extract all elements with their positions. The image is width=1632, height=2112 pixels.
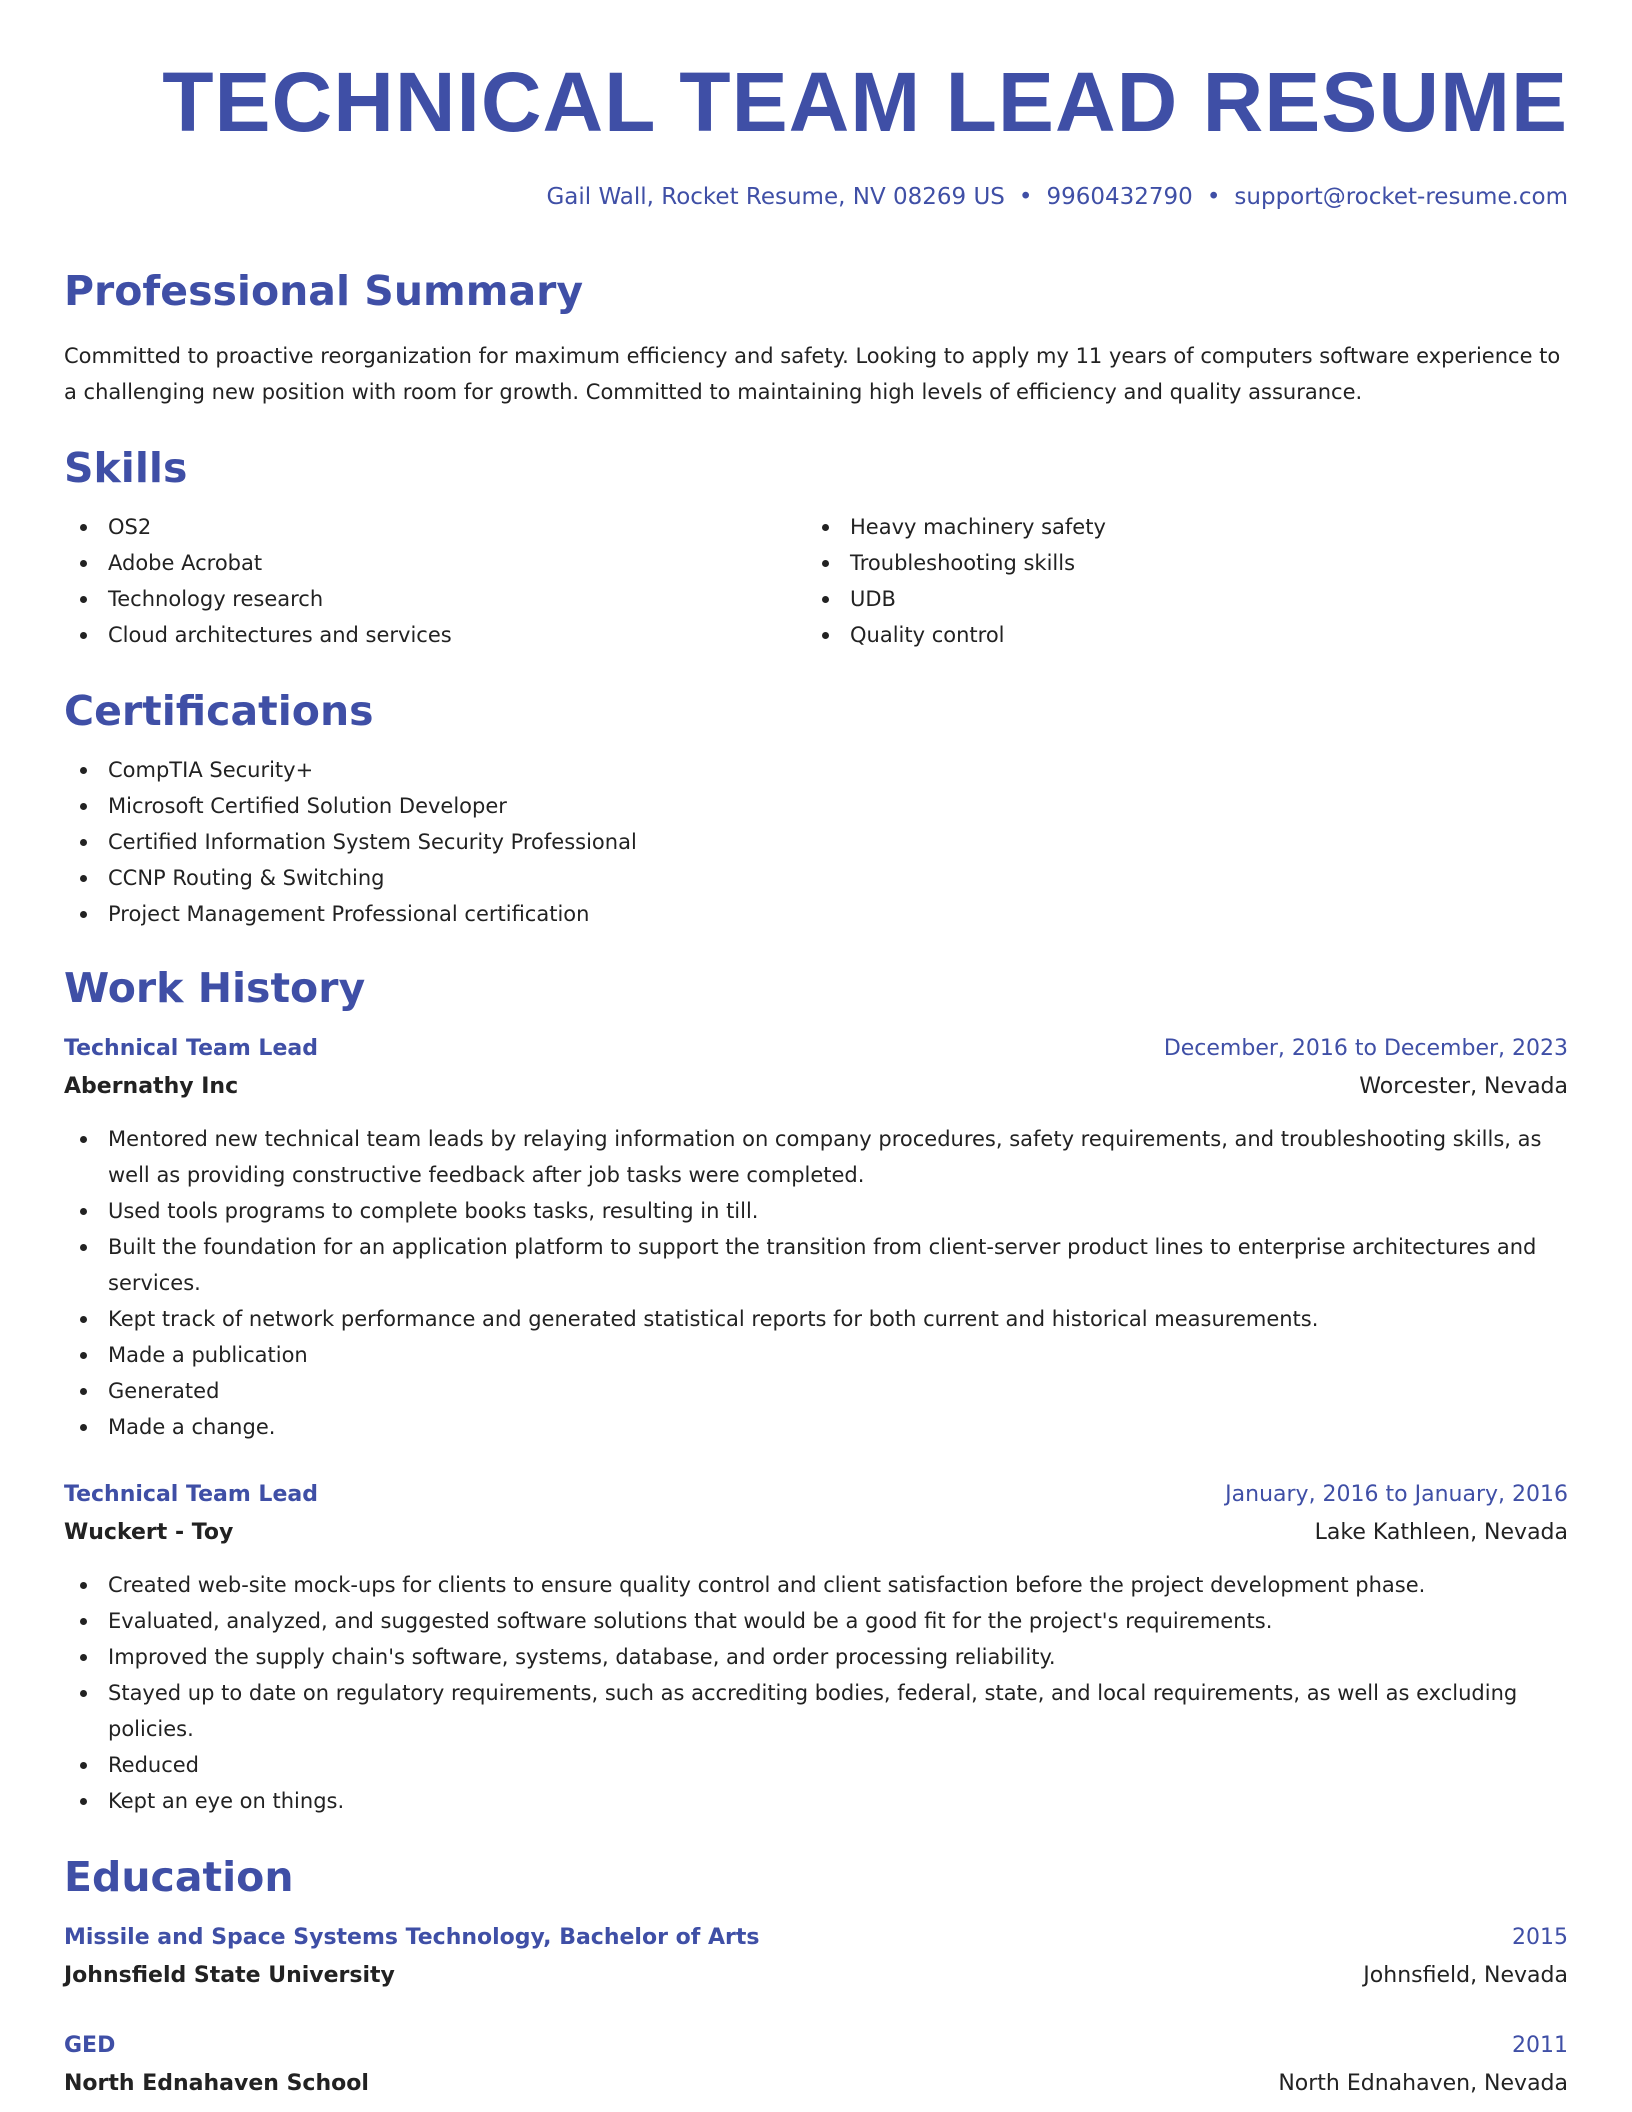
- skill-item: OS2: [64, 509, 806, 545]
- education-header: [64, 1920, 1568, 1956]
- summary-section: [64, 267, 1568, 410]
- skills-list-right: [806, 509, 1548, 653]
- job-bullet: Generated: [64, 1373, 1568, 1409]
- contact-separator: •: [1018, 184, 1033, 210]
- job-role: Technical Team Lead: [64, 1036, 318, 1061]
- job-header: [64, 1031, 1568, 1067]
- summary-heading: Professional Summary: [64, 267, 584, 315]
- job-header: [64, 1477, 1568, 1513]
- job-company: Abernathy Inc: [64, 1074, 239, 1099]
- job-bullet: Created web-site mock-ups for clients to ensure quality control and client satisfaction before the project development phase.: [64, 1567, 1568, 1603]
- education-entry: [64, 2028, 1568, 2102]
- summary-text: Committed to proactive reorganization for maximum efficiency and safety. Looking to apply my 11 years of computers software experience to a challenging new position with room for growth. Committed to maintaining high levels of efficiency and quality assurance.: [64, 344, 1561, 404]
- job-bullets: [64, 1121, 1568, 1445]
- job-entry: [64, 1031, 1568, 1445]
- skills-grid: [64, 509, 1568, 653]
- education-degree: GED: [64, 2033, 116, 2058]
- contact-address: Gail Wall, Rocket Resume, NV 08269 US: [546, 184, 1005, 210]
- education-location: Johnsfield, Nevada: [1363, 1963, 1568, 1988]
- skill-item: Adobe Acrobat: [64, 545, 806, 581]
- job-bullet: Mentored new technical team leads by relaying information on company procedures, safety requirements, and troubleshooting skills, as well as providing constructive feedback after job tasks were completed.: [64, 1121, 1568, 1193]
- skill-item: UDB: [806, 581, 1548, 617]
- job-bullet: Evaluated, analyzed, and suggested software solutions that would be a good fit for the project's requirements.: [64, 1603, 1568, 1639]
- education-entry: [64, 1920, 1568, 1994]
- skills-section: [64, 444, 1568, 653]
- job-company: Wuckert - Toy: [64, 1520, 234, 1545]
- certifications-heading: Certifications: [64, 687, 374, 735]
- contact-separator: •: [1206, 184, 1221, 210]
- job-entry: [64, 1477, 1568, 1819]
- skills-list-left: [64, 509, 806, 653]
- job-bullets: [64, 1567, 1568, 1819]
- education-subheader: [64, 2066, 1568, 2102]
- education-year: 2011: [1512, 2033, 1568, 2058]
- skill-item: Cloud architectures and services: [64, 617, 806, 653]
- job-bullet: Reduced: [64, 1747, 1568, 1783]
- education-header: [64, 2028, 1568, 2064]
- job-bullet: Built the foundation for an application platform to support the transition from client-server product lines to enterprise architectures and services.: [64, 1229, 1568, 1301]
- resume-page: [64, 0, 1568, 2102]
- job-dates: January, 2016 to January, 2016: [1225, 1482, 1568, 1507]
- job-bullet: Made a change.: [64, 1409, 1568, 1445]
- certification-item: Project Management Professional certification: [64, 896, 1568, 932]
- skill-item: Heavy machinery safety: [806, 509, 1548, 545]
- education-location: North Ednahaven, Nevada: [1278, 2071, 1568, 2096]
- contact-email: support@rocket-resume.com: [1234, 184, 1568, 210]
- certifications-section: [64, 687, 1568, 932]
- certification-item: Certified Information System Security Professional: [64, 824, 1568, 860]
- job-location: Worcester, Nevada: [1359, 1074, 1568, 1099]
- job-role: Technical Team Lead: [64, 1482, 318, 1507]
- contact-line: [64, 186, 1568, 209]
- education-year: 2015: [1512, 1925, 1568, 1950]
- resume-title: TECHNICAL TEAM LEAD RESUME: [162, 55, 1568, 149]
- job-subheader: [64, 1515, 1568, 1551]
- certifications-list: [64, 752, 1568, 932]
- education-degree: Missile and Space Systems Technology, Bachelor of Arts: [64, 1925, 760, 1950]
- job-bullet: Kept track of network performance and generated statistical reports for both current and historical measurements.: [64, 1301, 1568, 1337]
- education-section: [64, 1853, 1568, 2102]
- job-bullet: Made a publication: [64, 1337, 1568, 1373]
- skill-item: Technology research: [64, 581, 806, 617]
- education-subheader: [64, 1958, 1568, 1994]
- skills-heading: Skills: [64, 444, 188, 492]
- job-location: Lake Kathleen, Nevada: [1314, 1520, 1568, 1545]
- skill-item: Troubleshooting skills: [806, 545, 1548, 581]
- job-dates: December, 2016 to December, 2023: [1163, 1036, 1568, 1061]
- job-bullet: Stayed up to date on regulatory requirements, such as accrediting bodies, federal, state, and local requirements, as well as excluding policies.: [64, 1675, 1568, 1747]
- contact-phone: 9960432790: [1046, 184, 1193, 210]
- education-school: North Ednahaven School: [64, 2071, 369, 2096]
- certification-item: CCNP Routing & Switching: [64, 860, 1568, 896]
- job-subheader: [64, 1069, 1568, 1105]
- job-bullet: Kept an eye on things.: [64, 1783, 1568, 1819]
- skill-item: Quality control: [806, 617, 1548, 653]
- work-history-heading: Work History: [64, 964, 366, 1012]
- education-heading: Education: [64, 1853, 294, 1901]
- certification-item: CompTIA Security+: [64, 752, 1568, 788]
- job-bullet: Used tools programs to complete books tasks, resulting in till.: [64, 1193, 1568, 1229]
- work-history-section: [64, 964, 1568, 1819]
- certification-item: Microsoft Certified Solution Developer: [64, 788, 1568, 824]
- job-bullet: Improved the supply chain's software, systems, database, and order processing reliability.: [64, 1639, 1568, 1675]
- education-school: Johnsfield State University: [64, 1963, 395, 1988]
